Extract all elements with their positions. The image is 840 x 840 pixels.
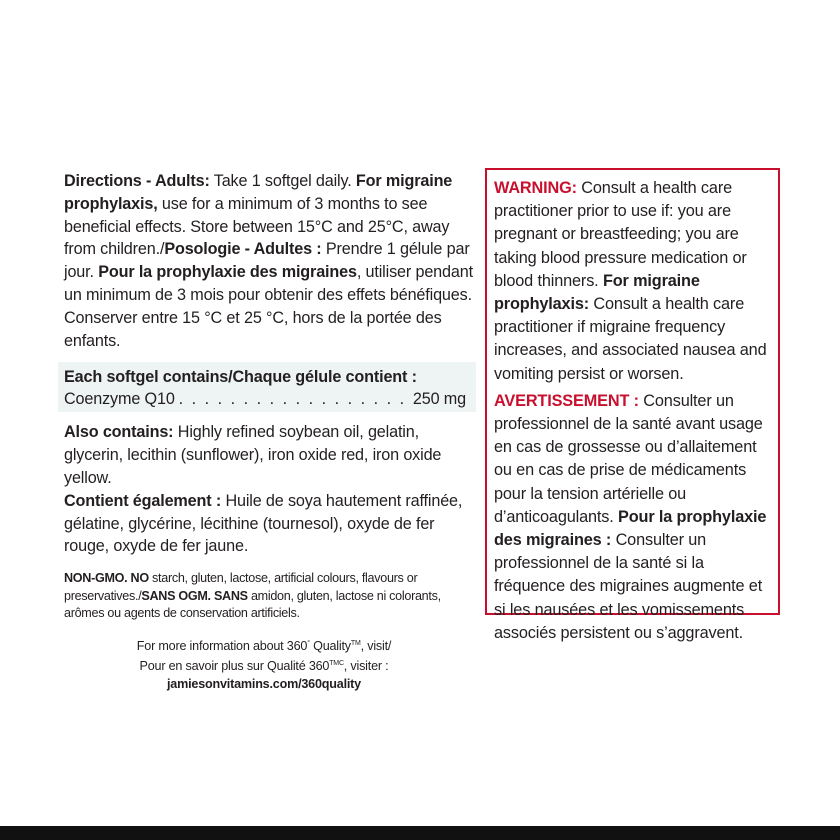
directions-paragraph [64, 170, 474, 352]
contient-paragraph [64, 490, 474, 558]
non-gmo-label: NON-GMO. NO [64, 571, 149, 586]
label-left-column [64, 170, 474, 693]
supplement-facts-panel [58, 362, 476, 412]
more-info-line-fr [54, 655, 474, 675]
avertissement-migraine-text: Consulter un professionnel de la santé si la fréquence des migraines augmente et si les nausées et les vomissements associés persistent ou s’aggravent. [494, 531, 763, 642]
posologie-text: Prendre 1 gélule par jour. [64, 240, 470, 282]
more-info-en-text: For more information about 360 [136, 639, 308, 654]
bottom-edge-bar [0, 826, 840, 840]
sans-ogm-label: SANS OGM. SANS [141, 588, 248, 603]
degree-mark: ° [307, 640, 310, 648]
trademark-mark: TM [350, 640, 361, 648]
directions-migraine-label: For migraine prophylaxis, [64, 172, 453, 213]
quality-text: Quality [309, 639, 351, 654]
warning-label: WARNING: [494, 179, 577, 197]
also-contains-label: Also contains: [64, 423, 174, 442]
directions-adults-label: Directions - Adults: [64, 172, 210, 190]
sans-ogm-text: amidon, gluten, lactose ni colorants, arômes ou agents de conservation artificiels. [64, 588, 441, 621]
contient-text: Huile de soya hautement raffinée, gélatine, glycérine, lécithine (tournesol), oxyde de fer rouge, oxyde de fer jaune. [64, 491, 463, 556]
trademark-mc-mark: TMC [329, 660, 344, 668]
website-url: jamiesonvitamins.com/360quality [167, 676, 361, 691]
also-contains-paragraph [64, 421, 474, 489]
visit-text: , visit/ [360, 639, 392, 654]
directions-adults-text: Take 1 softgel daily. [209, 172, 356, 190]
non-gmo-paragraph [64, 570, 474, 623]
avertissement-paragraph [494, 390, 772, 645]
avertissement-migraine-label: Pour la prophylaxie des migraines : [494, 507, 767, 550]
more-info-block [54, 635, 474, 692]
posologie-label: Posologie - Adultes : [164, 240, 322, 259]
also-contains-text: Highly refined soybean oil, gelatin, glycerin, lecithin (sunflower), iron oxide red, iron oxide yellow. [64, 423, 442, 487]
warning-paragraph [494, 177, 772, 386]
dot-leader [179, 388, 409, 410]
prophylaxie-text: , utiliser pendant un minimum de 3 mois pour obtenir des effets bénéfiques. Conserver entre 15 °C et 25 °C, hors de la portée des enfants. [64, 263, 473, 350]
visiter-text: , visiter : [343, 659, 389, 674]
supplement-heading: Each softgel contains/Chaque gélule contient : [64, 368, 417, 387]
directions-migraine-text: use for a minimum of 3 months to see beneficial effects. Store between 15°C and 25°C, away from children./ [64, 194, 450, 259]
supplement-ingredient: Coenzyme Q10 [64, 390, 175, 409]
avertissement-label: AVERTISSEMENT : [494, 391, 639, 410]
more-info-line-en [54, 635, 474, 655]
supplement-amount: 250 mg [412, 390, 466, 409]
avertissement-text: Consulter un professionnel de la santé avant usage en cas de grossesse ou d’allaitement ou en cas de prise de médicaments pour la tension artérielle ou d’anticoagulants. [494, 391, 763, 526]
supplement-row [64, 388, 476, 410]
warning-migraine-text: Consult a health care practitioner if migraine frequency increases, and associated nausea and vomiting persist or worsen. [494, 295, 767, 383]
warning-text: Consult a health care practitioner prior to use if: you are pregnant or breastfeeding; you are taking blood pressure medication or blood thinners. [494, 179, 747, 290]
warning-box [485, 168, 780, 642]
contient-label: Contient également : [64, 491, 222, 510]
non-gmo-text: starch, gluten, lactose, artificial colours, flavours or preservatives./ [64, 571, 418, 603]
more-info-fr-text: Pour en savoir plus sur Qualité 360 [139, 659, 330, 674]
prophylaxie-label: Pour la prophylaxie des migraines [98, 263, 357, 282]
warning-migraine-label: For migraine prophylaxis: [494, 271, 700, 314]
